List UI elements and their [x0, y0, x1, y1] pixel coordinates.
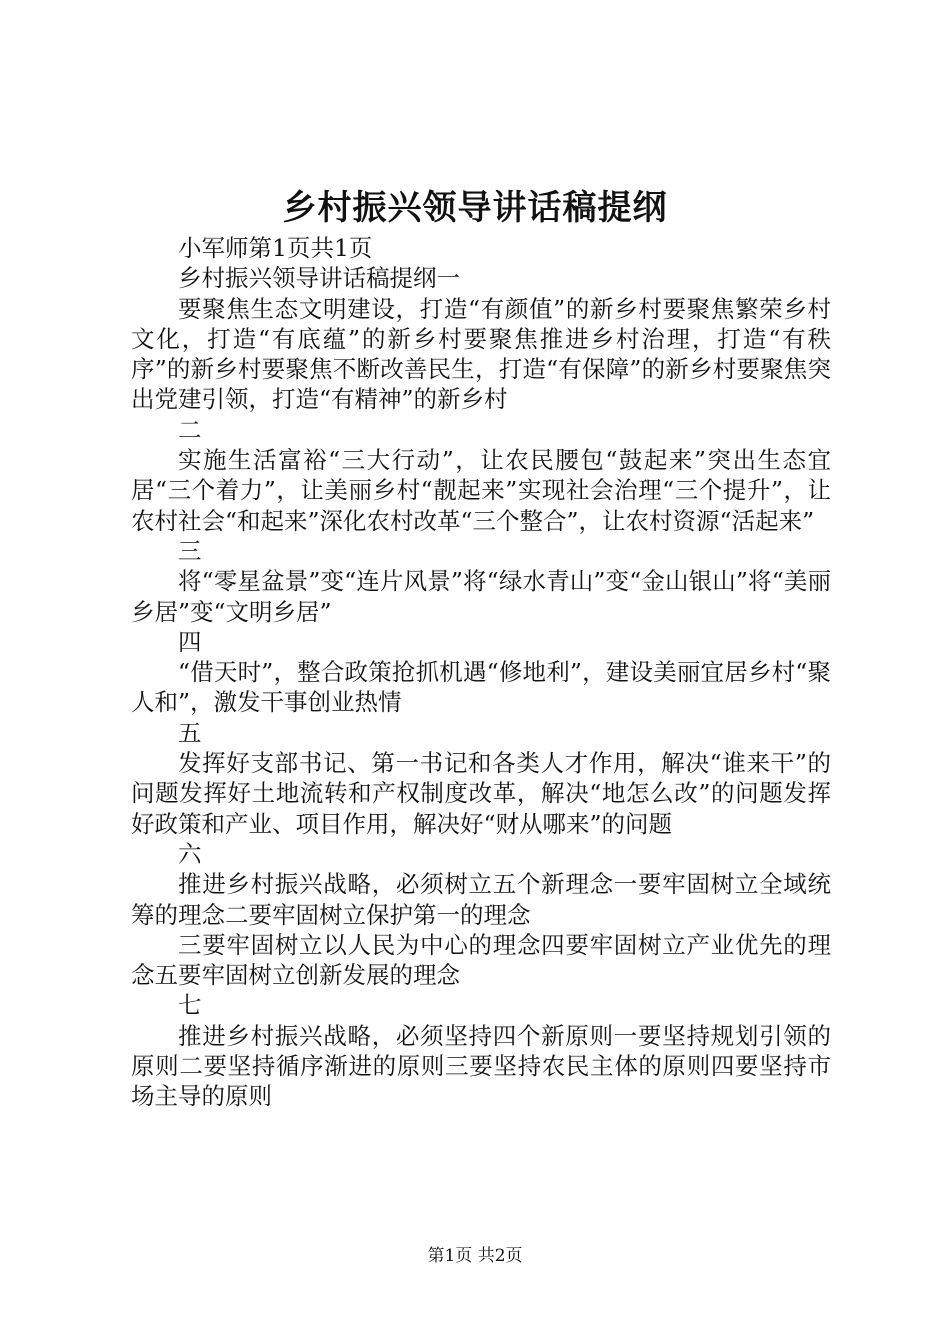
- paragraph: 要聚焦生态文明建设，打造“有颜值”的新乡村要聚焦繁荣乡村文化，打造“有底蕴”的新乡村要聚焦推进乡村治理，打造“有秩序”的新乡村要聚焦不断改善民生，打造“有保障”的新乡村要聚焦突出党建引领，打造“有精神”的新乡村: [131, 294, 831, 414]
- paragraph: “借天时”，整合政策抢抓机遇“修地利”，建设美丽宜居乡村“聚人和”，激发干事创业热情: [131, 658, 831, 717]
- document-body: [131, 233, 831, 1112]
- page-footer: 第1页 共2页: [427, 1246, 523, 1266]
- section-number: 四: [178, 627, 202, 656]
- paragraph: 推进乡村振兴战略，必须树立五个新理念一要牢固树立全域统筹的理念二要牢固树立保护第一的理念: [131, 870, 831, 929]
- paragraph: 推进乡村振兴战略，必须坚持四个新原则一要坚持规划引领的原则二要坚持循序渐进的原则三要坚持农民主体的原则四要坚持市场主导的原则: [131, 1021, 831, 1111]
- paragraph: 发挥好支部书记、第一书记和各类人才作用，解决“谁来干”的问题发挥好土地流转和产权制度改革，解决“地怎么改”的问题发挥好政策和产业、项目作用，解决好“财从哪来”的问题: [131, 749, 831, 838]
- paragraph: 实施生活富裕“三大行动”，让农民腰包“鼓起来”突出生态宜居“三个着力”，让美丽乡村“靓起来”实现社会治理“三个提升”，让农村社会“和起来”深化农村改革“三个整合”，让农村资源“活起来”: [131, 446, 831, 535]
- paragraph: 三要牢固树立以人民为中心的理念四要牢固树立产业优先的理念五要牢固树立创新发展的理念: [131, 930, 831, 990]
- paragraph: 小军师第1页共1页: [178, 234, 373, 262]
- section-number: 五: [178, 718, 202, 747]
- section-number: 七: [178, 991, 202, 1020]
- paragraph: 将“零星盆景”变“连片风景”将“绿水青山”变“金山银山”将“美丽乡居”变“文明乡居”: [131, 567, 831, 626]
- paragraph: 乡村振兴领导讲话稿提纲一: [178, 264, 460, 293]
- section-number: 六: [178, 839, 202, 868]
- document-title: 乡村振兴领导讲话稿提纲: [282, 188, 668, 228]
- section-number: 三: [178, 536, 202, 565]
- section-number: 二: [178, 415, 202, 444]
